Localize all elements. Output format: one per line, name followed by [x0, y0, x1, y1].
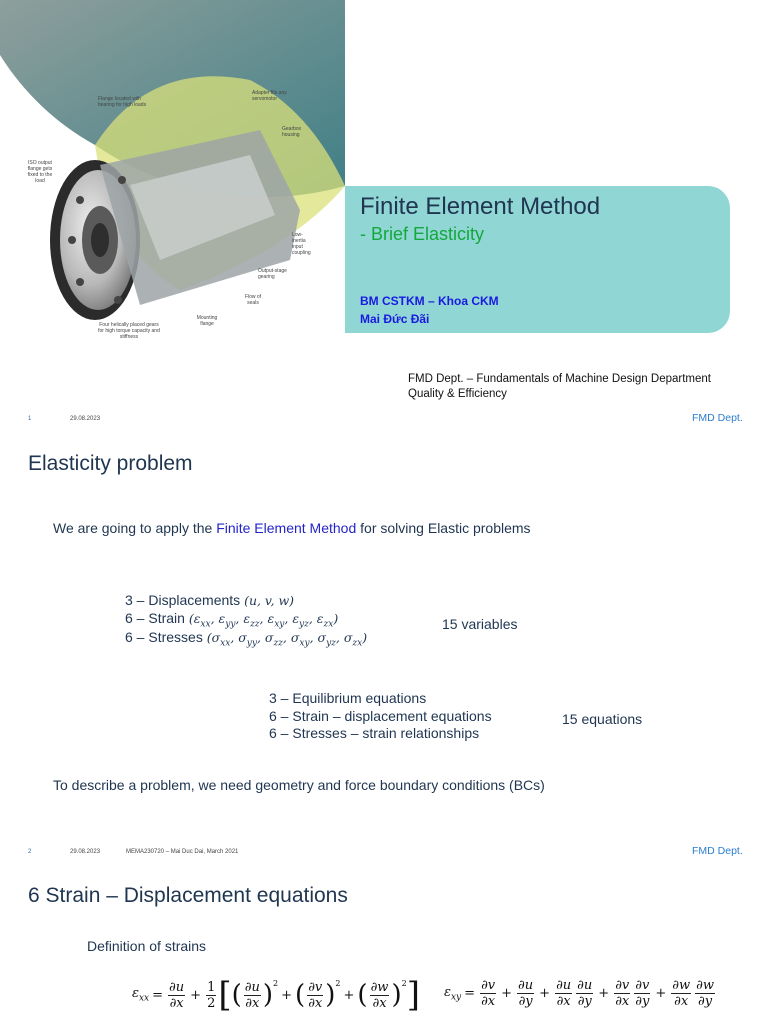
callout-flow-seals: Flow of seals [244, 294, 262, 306]
callout-gearbox-housing: Gearbox housing [282, 126, 302, 138]
var-strain: 6 – Strain ($\varepsilon_{xx}$, $\varepsilon_{yy}$, $\varepsilon_{zz}$, $\varepsilon_{xy}$, $\varepsilon_{yz}$, $\varepsilon_{zx}$) [125, 610, 339, 630]
equations-total: 15 equations [562, 711, 643, 727]
slide-title: Elasticity problem [28, 452, 193, 475]
callout-flange: Flange located with bearing for high loads [98, 96, 147, 108]
callout-output-stage: Output-stage gearing [258, 268, 287, 280]
intro-prefix: We are going to apply the [53, 520, 217, 536]
presentation-subtitle: - Brief Elasticity [360, 224, 485, 244]
slide-3 [0, 864, 768, 1024]
footer-brand: FMD Dept. [692, 412, 743, 424]
callout-input-coupling: Low-inertia input coupling [292, 232, 311, 256]
eq-strain-displacement: 6 – Strain – displacement equations [269, 708, 492, 724]
equation-epsilon-xx: $\varepsilon_{xx}$ = $\frac{\partial u}{\partial x}$ + $\frac{1}{2}$ [ ( $\frac{\partial u}{\partial x}$ ) 2 + ( $\frac{\partial v}{\partial x}$ ) 2 + ( $\frac{\partial w}{\partial x}$ ) 2 ] [132, 975, 420, 1015]
callout-adapter: Adapter fits any servomotor [252, 90, 287, 102]
var-stresses-label: 6 – Stresses [125, 629, 203, 645]
equation-epsilon-xy: $\varepsilon_{xy}$ = $\frac{\partial v}{\partial x}$ + $\frac{\partial u}{\partial y}$ + $\frac{\partial u}{\partial x}$ $\frac{\partial u}{\partial y}$ + $\frac{\partial v}{\partial x}$ $\frac{\partial v}{\partial y}$ + $\frac{\partial w}{\partial x}$ $\frac{\partial w}{\partial y}$ [444, 978, 714, 1009]
slide-subtitle: Definition of strains [87, 938, 207, 954]
footer-brand: FMD Dept. [692, 845, 743, 857]
var-displacements: 3 – Displacements (u, v, w) [125, 592, 295, 608]
author-department: BM CSTKM – Khoa CKM [360, 294, 499, 308]
intro-link-fem: Finite Element Method [216, 520, 357, 536]
page-number: 1 [28, 416, 32, 422]
callout-iso-flange: ISO output flange gets fixed to the load [27, 160, 53, 184]
callout-helical-gears: Four helically placed gears for high torque capacity and stiffness [98, 322, 160, 340]
footer-date: 29.08.2023 [70, 416, 101, 422]
variables-total: 15 variables [442, 616, 518, 632]
footer-course: MEMA230720 – Mai Duc Dai, March 2021 [126, 849, 239, 855]
slide-title: 6 Strain – Displacement equations [28, 884, 348, 907]
var-strain-label: 6 – Strain [125, 610, 185, 626]
var-stresses: 6 – Stresses ($\sigma_{xx}$, $\sigma_{yy}$, $\sigma_{zz}$, $\sigma_{xy}$, $\sigma_{yz}$, $\sigma_{zx}$) [125, 629, 368, 649]
intro-paragraph [53, 520, 531, 536]
department-motto: Quality & Efficiency [408, 388, 507, 400]
footer-date: 29.08.2023 [70, 849, 101, 855]
intro-suffix: for solving Elastic problems [356, 520, 531, 536]
eq-equilibrium: 3 – Equilibrium equations [269, 690, 427, 706]
page-number: 2 [28, 849, 32, 855]
author-name: Mai Đức Đãi [360, 312, 430, 326]
department-name: FMD Dept. – Fundamentals of Machine Design Department [408, 373, 711, 385]
slide-1 [0, 0, 768, 432]
presentation-title: Finite Element Method [360, 193, 601, 220]
eq-stress-strain: 6 – Stresses – strain relationships [269, 725, 480, 741]
slide-2 [0, 432, 768, 864]
var-displacements-label: 3 – Displacements [125, 592, 241, 608]
conclusion-text: To describe a problem, we need geometry and force boundary conditions (BCs) [53, 777, 545, 793]
callout-mounting-flange: Mounting flange [196, 315, 218, 327]
